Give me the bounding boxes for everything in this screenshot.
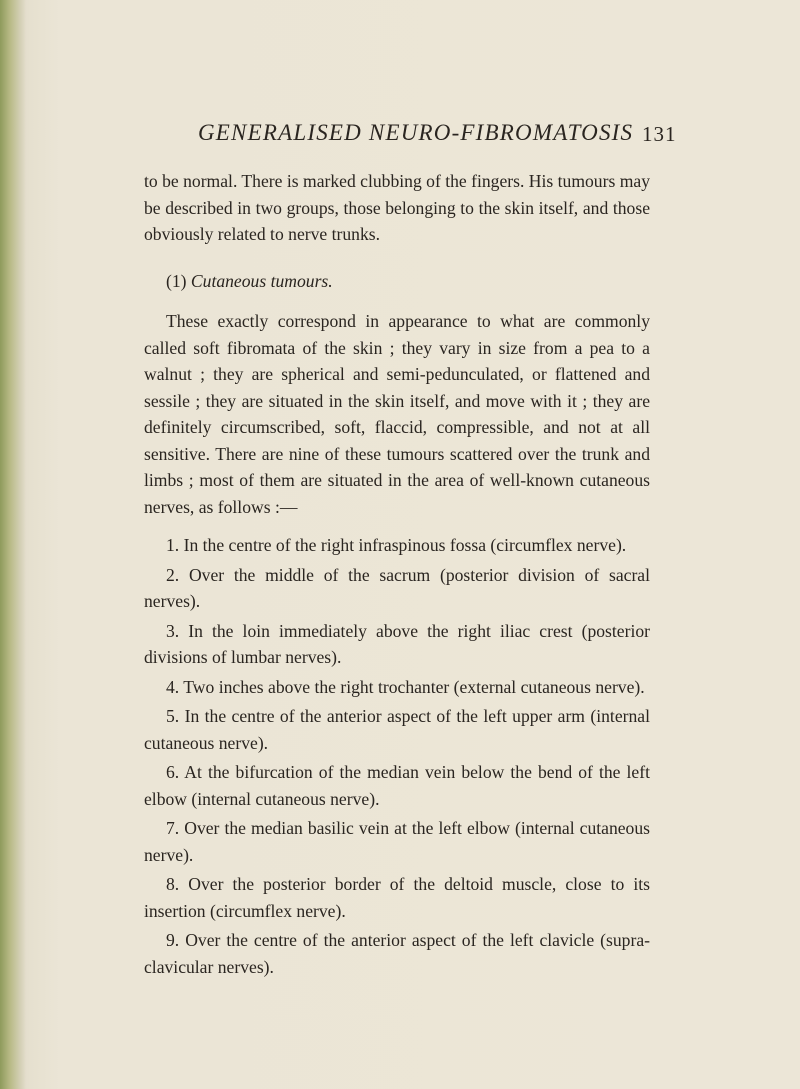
tumour-location-list (144, 532, 650, 980)
page-number: 131 (642, 122, 677, 146)
description-paragraph: These exactly correspond in appearance to what are commonly called soft fibromata of the skin ; they vary in size from a pea to a walnut ; they are spherical and semi-pedunculated, or flattened and sessile ; they are situated in the skin itself, and move with it ; they are definitely circumscribed, soft, flaccid, compressible, and not at all sensitive. There are nine of these tumours scattered over the trunk and limbs ; most of them are situated in the area of well-known cutaneous nerves, as follows :— (144, 311, 650, 517)
intro-paragraph: to be normal. There is marked clubbing of the fingers. His tumours may be described in two groups, those belonging to the skin itself, and those obviously related to nerve trunks. (144, 171, 650, 244)
body-text (144, 168, 650, 983)
section-number: (1) (166, 270, 187, 291)
list-item: 4. Two inches above the right trochanter (external cutaneous nerve). (166, 676, 645, 697)
list-item: 7. Over the median basilic vein at the left elbow (internal cutaneous nerve). (144, 818, 650, 865)
page-binding-edge (0, 0, 26, 1089)
list-item: 1. In the centre of the right infraspinous fossa (circumflex nerve). (166, 535, 627, 555)
list-item: 8. Over the posterior border of the deltoid muscle, close to its insertion (circumflex nerve). (144, 874, 650, 921)
list-item: 6. At the bifurcation of the median vein below the bend of the left elbow (internal cutaneous nerve). (144, 762, 650, 809)
running-head-title: GENERALISED NEURO-FIBROMATOSIS (198, 120, 634, 145)
list-item: 2. Over the middle of the sacrum (posterior division of sacral nerves). (144, 564, 650, 611)
section-title: Cutaneous tumours. (190, 270, 333, 291)
list-item: 9. Over the centre of the anterior aspect of the left clavicle (supra-clavicular nerves). (144, 930, 650, 977)
list-item: 5. In the centre of the anterior aspect of the left upper arm (internal cutaneous nerve). (144, 706, 650, 753)
list-item: 3. In the loin immediately above the right iliac crest (posterior divisions of lumbar nerves). (144, 620, 650, 667)
section-heading (144, 268, 650, 295)
